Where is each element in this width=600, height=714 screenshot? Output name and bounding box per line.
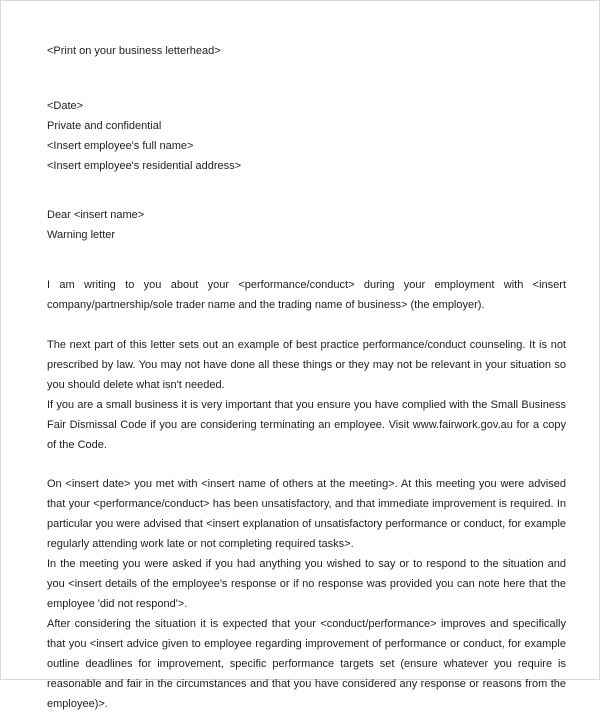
letterhead-text: <Print on your business letterhead> <box>47 45 221 57</box>
spacer-after-letterhead <box>47 61 566 96</box>
address-line-date: <Date> <box>47 100 84 112</box>
paragraph-meeting-details: On <insert date> you met with <insert name of others at the meeting>. At this meeting you were advised that your <performance/conduct> has been unsatisfactory, and that immediate improvement is required. In particular you were advised that <insert explanation of unsatisfactory performance or conduct, for example regularly attending work late or not completing required tasks>. <box>47 478 566 550</box>
letterhead-line <box>47 41 566 61</box>
spacer-after-salutation <box>47 245 566 275</box>
salutation-text: Dear <insert name> <box>47 209 145 221</box>
letter-body <box>47 41 566 714</box>
paragraph-small-business-code: If you are a small business it is very important that you ensure you have complied with the Small Business Fair Dismissal Code if you are considering terminating an employee. Visit www.fairwork.gov.au for a copy of the Code. <box>47 399 566 451</box>
address-line-employee-name: <Insert employee's full name> <box>47 140 194 152</box>
address-line-confidentiality: Private and confidential <box>47 120 162 132</box>
paragraph-expected-improvement: After considering the situation it is expected that your <conduct/performance> improves and specifically that you <insert advice given to employee regarding improvement of performance or conduct, for example outline deadlines for improvement, specific performance targets set (ensure whatever you require is reasonable and fair in the circumstances and that you have considered any response or reasons from the employee)>. <box>47 618 566 710</box>
spacer-after-code-note <box>47 455 566 474</box>
paragraph-best-practice-note: The next part of this letter sets out an example of best practice performance/conduct counseling. It is not prescribed by law. You may not have done all these things or they may not be relevant in your situation so you should delete what isn't needed. <box>47 339 566 391</box>
paragraph-employee-response: In the meeting you were asked if you had anything you wished to say or to respond to the situation and you <insert details of the employee's response or if no response was provided you can note here that the employee 'did not respond'>. <box>47 558 566 610</box>
subject-text: Warning letter <box>47 229 116 241</box>
address-block <box>47 96 566 176</box>
spacer-after-address <box>47 176 566 205</box>
salutation-block <box>47 205 566 245</box>
address-line-employee-address: <Insert employee's residential address> <box>47 160 242 172</box>
spacer-after-opening <box>47 315 566 335</box>
paragraph-opening: I am writing to you about your <performance/conduct> during your employment with <insert company/partnership/sole trader name and the trading name of business> (the employer). <box>47 279 566 311</box>
